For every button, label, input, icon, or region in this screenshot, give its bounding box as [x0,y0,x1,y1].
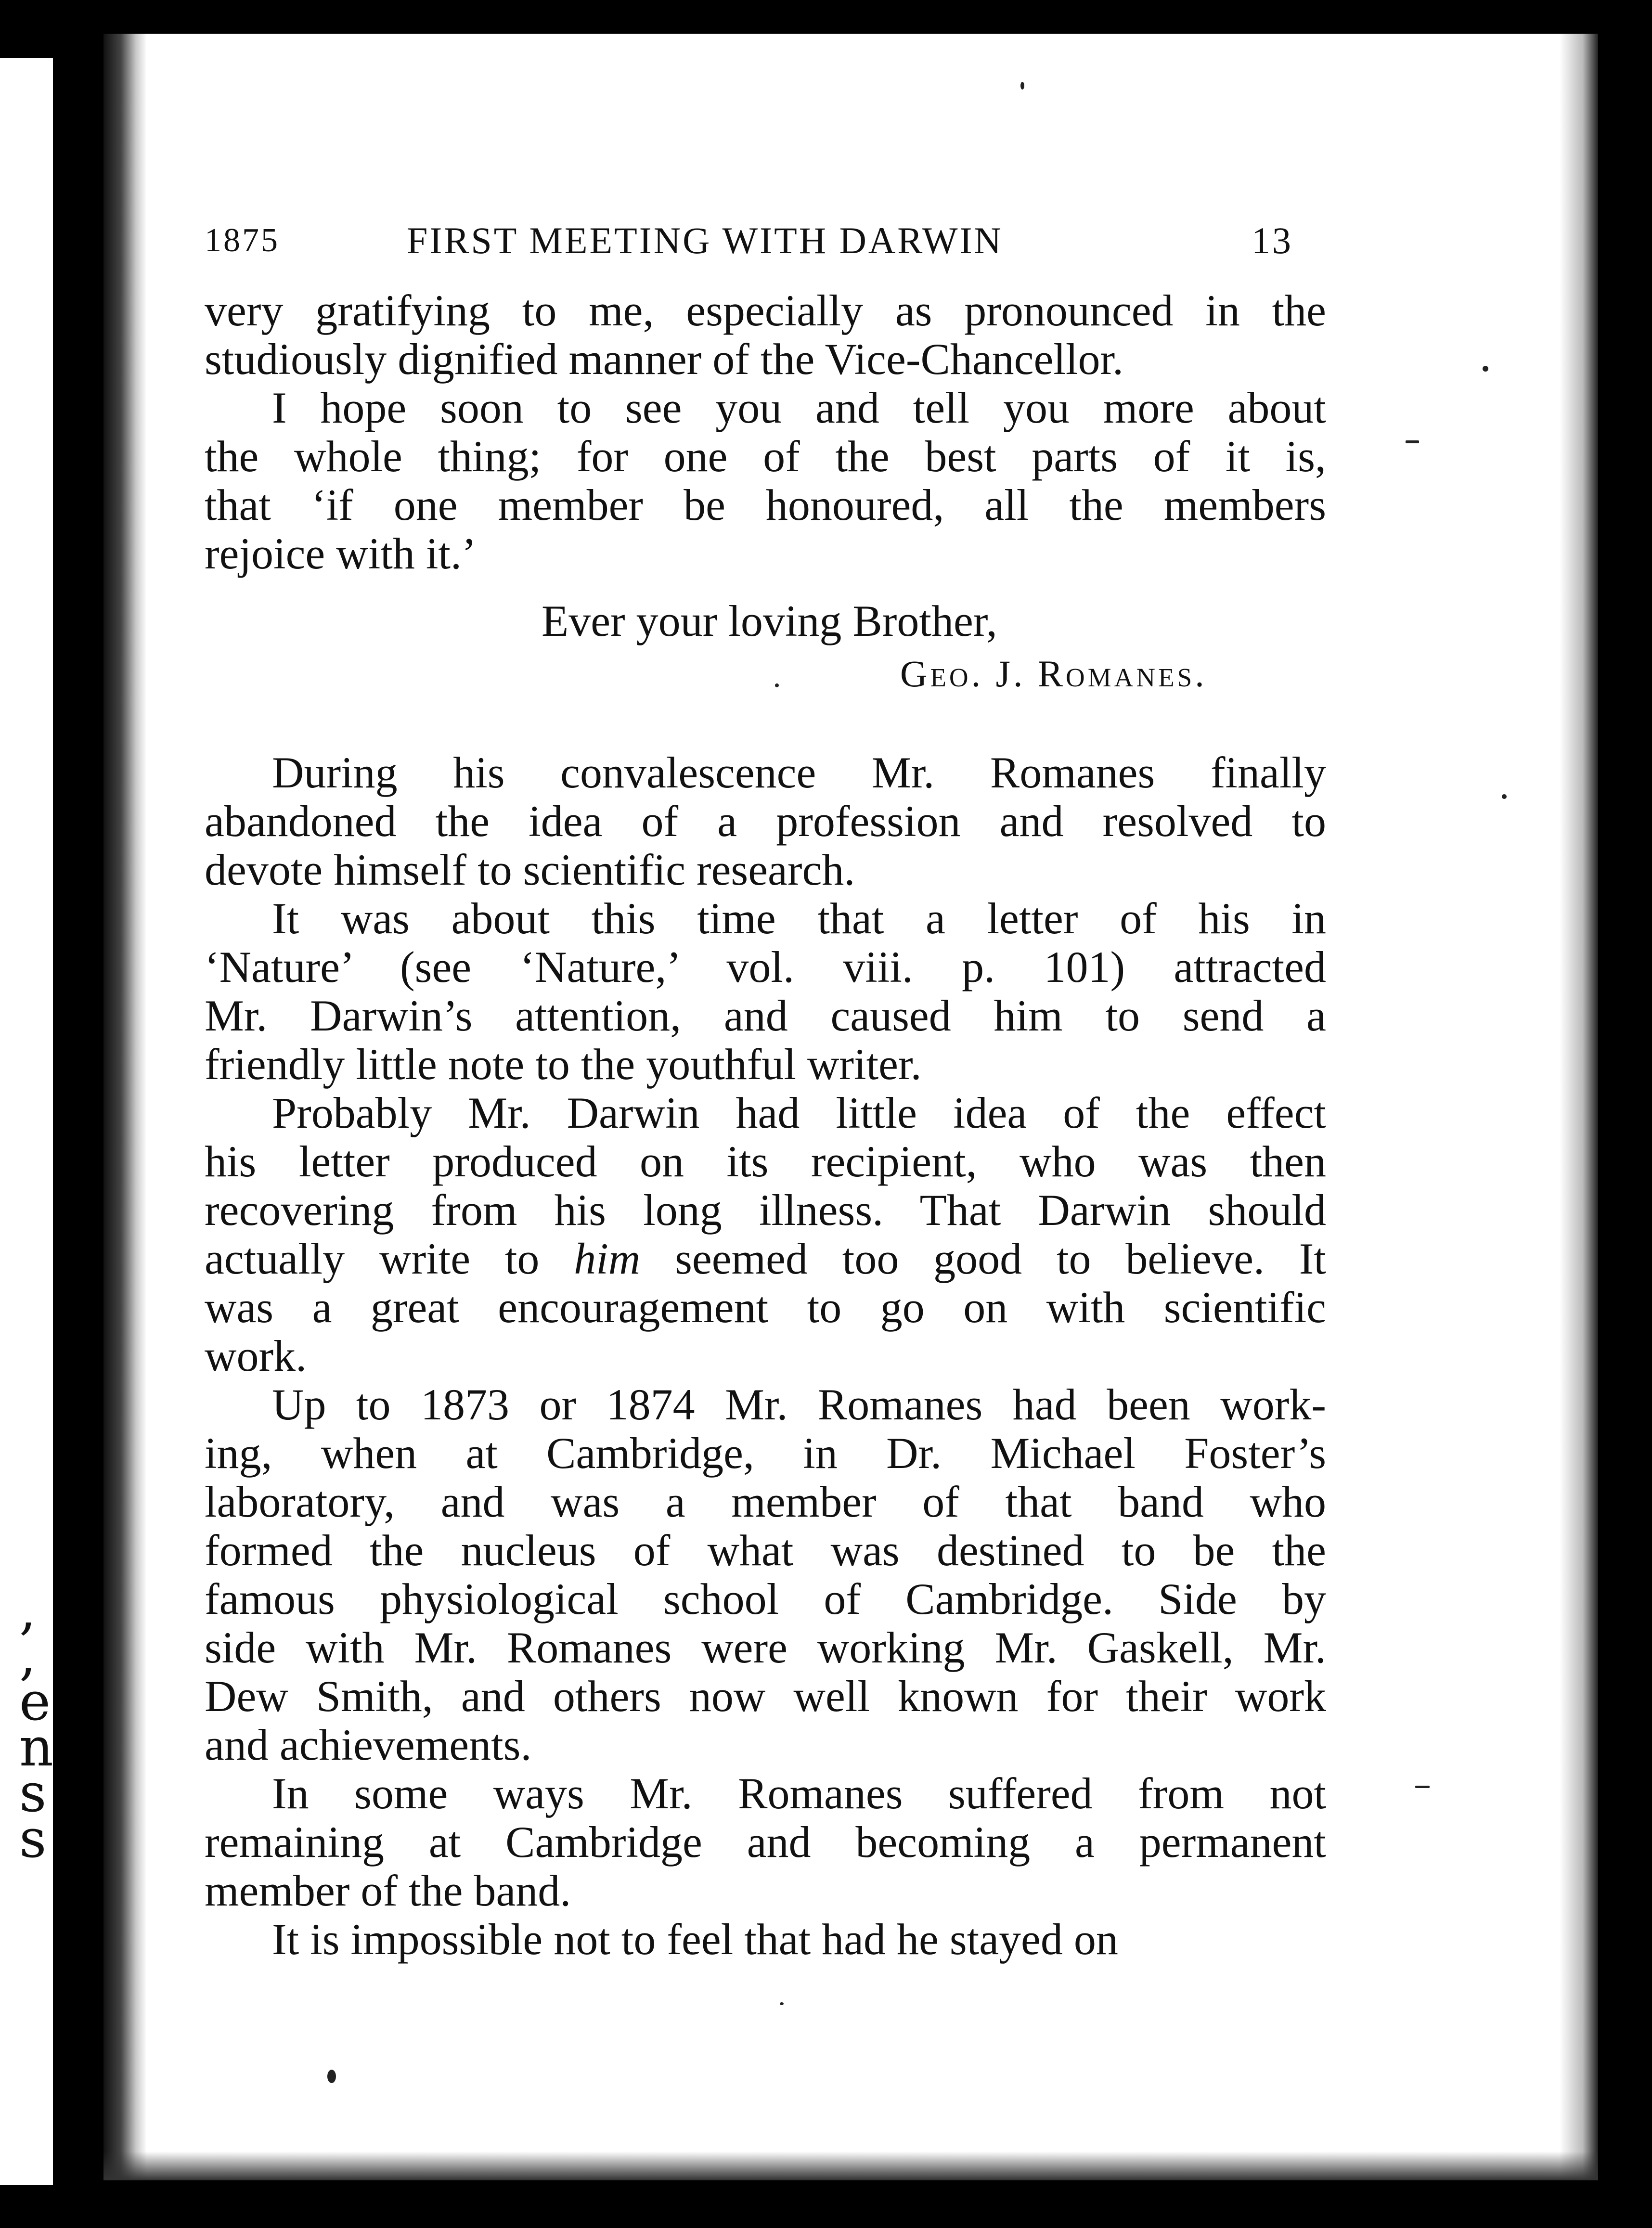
text-line: was a great encouragement to go on with scientific [205,1283,1326,1332]
adjacent-page-glyph: , [19,1625,36,1687]
text-segment: actually write to [205,1234,574,1283]
text-line: and achievements. [205,1720,532,1769]
text-line: abandoned the idea of a profession and resolved to [205,797,1326,846]
text-line: laboratory, and was a member of that band who [205,1477,1326,1526]
scan-speck [1502,794,1507,799]
text-line: his letter produced on its recipient, who was then [205,1137,1326,1186]
adjacent-page-glyph: e [19,1671,51,1732]
text-line: devote himself to scientific research. [205,845,855,894]
text-line: I hope soon to see you and tell you more about [272,383,1326,432]
text-line: During his convalescence Mr. Romanes finally [272,748,1326,797]
text-line: recovering from his long illness. That Darwin should [205,1185,1326,1235]
text-line: Dew Smith, and others now well known for their work [205,1672,1326,1721]
page-gutter-shadow [103,34,147,2180]
text-line: ‘Nature’ (see ‘Nature,’ vol. viii. p. 101) attracted [205,942,1326,992]
text-line: work. [205,1331,307,1380]
scan-speck [775,683,779,687]
adjacent-page-glyph: , [19,1579,36,1641]
letter-closing: Ever your loving Brother, [542,596,997,645]
scan-speck [1415,1786,1430,1788]
text-segment: seemed too good to believe. It [640,1234,1326,1283]
emphasized-word: him [574,1234,641,1283]
letter-signature: Geo. J. Romanes. [900,653,1207,695]
text-line: formed the nucleus of what was destined to be the [205,1526,1326,1575]
scan-speck [1020,82,1024,90]
text-line: It is impossible not to feel that had he stayed on [272,1915,1118,1964]
page-number: 13 [1252,219,1293,261]
scan-speck [1406,440,1419,443]
page-right-edge [1560,34,1598,2180]
text-line [205,1235,1326,1283]
text-line: side with Mr. Romanes were working Mr. Gaskell, Mr. [205,1623,1326,1672]
scan-speck [327,2070,336,2083]
adjacent-page-glyph: s [19,1808,47,1869]
scan-speck [780,2002,784,2005]
text-line: remaining at Cambridge and becoming a permanent [205,1817,1326,1867]
adjacent-page-glyph: n [19,1716,53,1778]
page-bottom-edge [103,2151,1598,2180]
text-line: rejoice with it.’ [205,529,477,578]
text-line: Mr. Darwin’s attention, and caused him to send a [205,991,1326,1040]
adjacent-page-strip [0,58,72,2185]
header-year: 1875 [205,222,280,259]
scan-speck [1483,366,1488,372]
narrative-body [205,748,1326,1964]
text-line: famous physiological school of Cambridge. Side by [205,1574,1326,1623]
binding-shadow [53,58,72,2185]
text-line: that ‘if one member be honoured, all the members [205,480,1326,529]
text-line: ing, when at Cambridge, in Dr. Michael Foster’s [205,1429,1326,1478]
text-line: In some ways Mr. Romanes suffered from not [272,1769,1326,1818]
text-line: very gratifying to me, especially as pronounced in the [205,286,1326,335]
text-line: member of the band. [205,1866,571,1915]
adjacent-page-glyph: s [19,1762,47,1824]
running-header-title: FIRST MEETING WITH DARWIN [407,219,1003,261]
text-line: It was about this time that a letter of his in [272,894,1326,943]
text-line: the whole thing; for one of the best parts of it is, [205,432,1326,481]
text-line: Probably Mr. Darwin had little idea of the effect [272,1088,1326,1137]
text-line: friendly little note to the youthful writer. [205,1040,922,1089]
page-body [205,286,1326,578]
text-line: studiously dignified manner of the Vice-Chancellor. [205,335,1123,384]
text-line: Up to 1873 or 1874 Mr. Romanes had been work- [272,1380,1326,1429]
